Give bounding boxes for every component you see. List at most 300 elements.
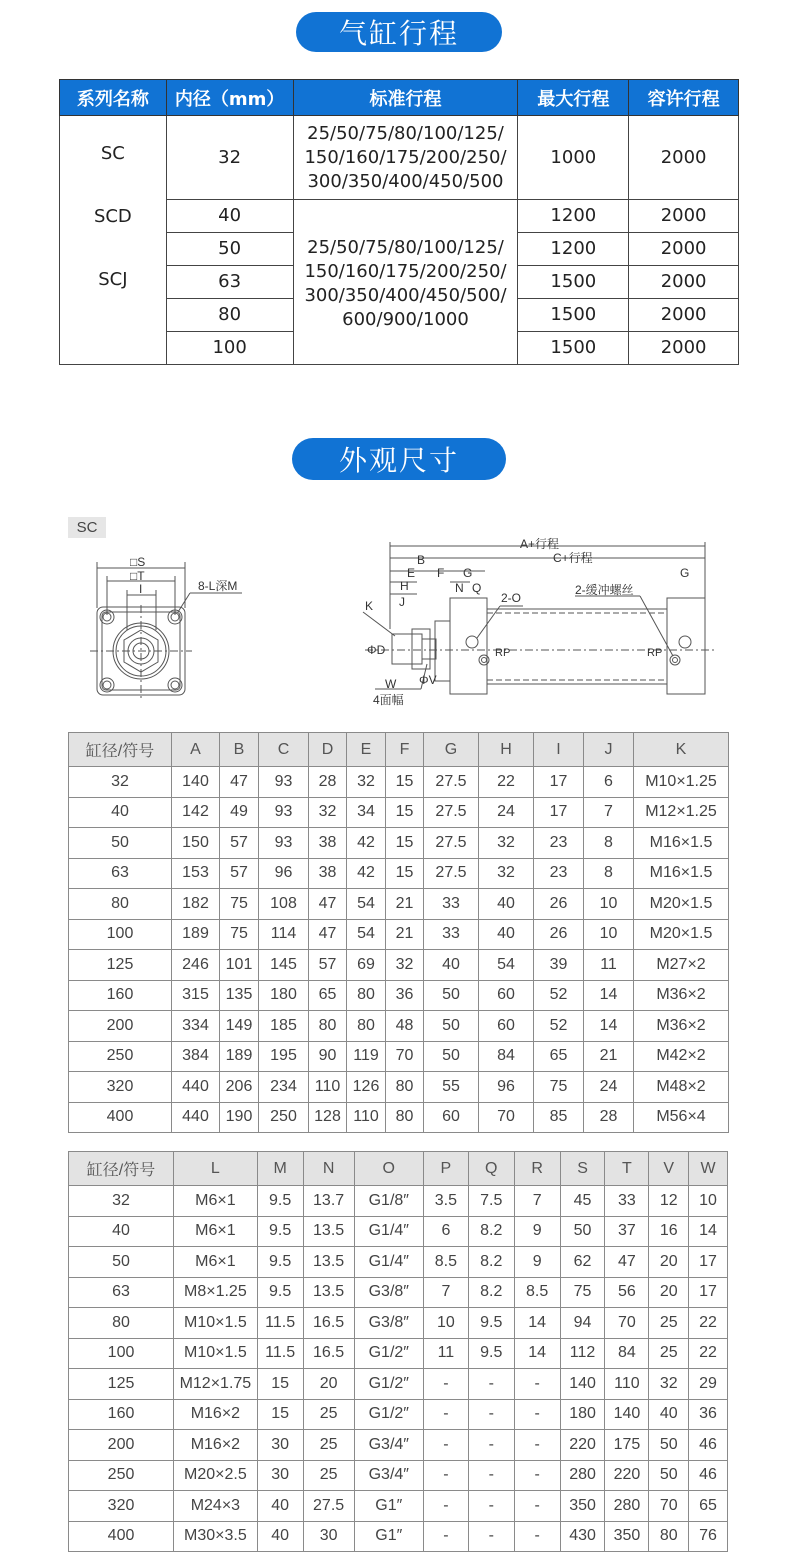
table-row [60,116,739,200]
value-cell: 80 [386,1072,424,1103]
value-cell: 9.5 [257,1216,303,1247]
value-cell: 15 [386,828,424,859]
value-cell: 14 [689,1216,728,1247]
value-cell: 27.5 [303,1491,354,1522]
value-cell: M10×1.5 [174,1338,258,1369]
bore-cell: 320 [69,1491,174,1522]
bore-cell: 100 [69,919,172,950]
value-cell: - [514,1399,560,1430]
value-cell: 70 [386,1041,424,1072]
label-k: K [365,599,374,613]
value-cell: 50 [649,1460,689,1491]
value-cell: 75 [220,919,259,950]
value-cell: M56×4 [634,1102,729,1133]
column-header: N [303,1152,354,1186]
value-cell: M12×1.75 [174,1369,258,1400]
value-cell: 32 [649,1369,689,1400]
value-cell: 36 [689,1399,728,1430]
value-cell: 15 [386,858,424,889]
value-cell: 189 [172,919,220,950]
value-cell: 8 [584,828,634,859]
bore-cell: 63 [69,858,172,889]
label-cushion-screw: 2-缓冲螺丝 [575,583,634,597]
value-cell: 54 [347,919,386,950]
table-row [69,950,729,981]
value-cell: 14 [584,980,634,1011]
label-w-note: 4面幅 [373,693,404,707]
value-cell: 20 [649,1247,689,1278]
value-cell: 62 [560,1247,605,1278]
value-cell: 57 [220,828,259,859]
value-cell: 350 [560,1491,605,1522]
value-cell: 220 [560,1430,605,1461]
table-row [69,1041,729,1072]
value-cell: 14 [514,1338,560,1369]
bore-cell: 200 [69,1430,174,1461]
value-cell: 315 [172,980,220,1011]
table-row [69,797,729,828]
value-cell: 220 [605,1460,649,1491]
value-cell: 8.5 [514,1277,560,1308]
value-cell: 40 [424,950,479,981]
table-row [69,1011,729,1042]
value-cell: 26 [534,889,584,920]
stroke-line: 300/350/400/450/500/ [304,285,507,306]
value-cell: 47 [220,767,259,798]
column-header: L [174,1152,258,1186]
value-cell: 50 [560,1216,605,1247]
value-cell: 75 [220,889,259,920]
bore-cell: 50 [69,1247,174,1278]
value-cell: 140 [560,1369,605,1400]
value-cell: G1/2″ [354,1369,423,1400]
value-cell: 234 [259,1072,309,1103]
table-row [69,1491,728,1522]
stroke-table [59,79,739,365]
value-cell: 32 [386,950,424,981]
value-cell: G3/4″ [354,1460,423,1491]
value-cell: 48 [386,1011,424,1042]
value-cell: 430 [560,1521,605,1552]
value-cell: 33 [424,919,479,950]
table-row [69,828,729,859]
value-cell: 54 [347,889,386,920]
bore-cell: 320 [69,1072,172,1103]
column-header: 缸径/符号 [69,733,172,767]
value-cell: 23 [534,828,584,859]
table-row [69,1186,728,1217]
bore-cell: 40 [69,1216,174,1247]
value-cell: 101 [220,950,259,981]
stroke-line: 25/50/75/80/100/125/ [307,237,504,258]
value-cell: 85 [534,1102,584,1133]
label-h: H [400,579,409,593]
stroke-line: 150/160/175/200/250/ [304,146,507,168]
table-row [69,1430,728,1461]
header-standard-stroke: 标准行程 [293,80,518,116]
value-cell: 21 [386,889,424,920]
value-cell: 30 [257,1460,303,1491]
value-cell: 50 [424,1041,479,1072]
value-cell: - [514,1521,560,1552]
column-header: J [584,733,634,767]
value-cell: 32 [309,797,347,828]
value-cell: 94 [560,1308,605,1339]
value-cell: M16×1.5 [634,858,729,889]
value-cell: 14 [514,1308,560,1339]
value-cell: 10 [689,1186,728,1217]
bore-cell: 32 [69,1186,174,1217]
value-cell: 25 [303,1460,354,1491]
value-cell: 206 [220,1072,259,1103]
column-header: Q [468,1152,514,1186]
value-cell: 14 [584,1011,634,1042]
value-cell: 40 [257,1521,303,1552]
value-cell: M36×2 [634,980,729,1011]
dimension-table-l-to-w [68,1151,728,1552]
value-cell: 25 [649,1308,689,1339]
value-cell: - [514,1430,560,1461]
value-cell: - [468,1430,514,1461]
value-cell: 38 [309,858,347,889]
label-g-right: G [680,566,690,580]
value-cell: 8.2 [468,1277,514,1308]
value-cell: 7 [514,1186,560,1217]
bore-cell: 80 [69,889,172,920]
max-stroke-cell: 1500 [518,299,629,332]
table-row [69,919,729,950]
value-cell: 334 [172,1011,220,1042]
value-cell: 280 [605,1491,649,1522]
value-cell: 16.5 [303,1308,354,1339]
value-cell: - [514,1369,560,1400]
allowable-stroke-cell: 2000 [629,332,739,365]
value-cell: 40 [257,1491,303,1522]
value-cell: 38 [309,828,347,859]
value-cell: 80 [386,1102,424,1133]
value-cell: 110 [347,1102,386,1133]
value-cell: 7 [423,1277,468,1308]
stroke-line: 25/50/75/80/100/125/ [307,122,504,144]
table-row [69,1102,729,1133]
value-cell: 75 [560,1277,605,1308]
table-row [69,1308,728,1339]
value-cell: 52 [534,1011,584,1042]
value-cell: G1/2″ [354,1399,423,1430]
stroke-line: 600/900/1000 [342,309,469,330]
value-cell: 57 [220,858,259,889]
bore-cell: 250 [69,1041,172,1072]
value-cell: 50 [424,1011,479,1042]
value-cell: 7 [584,797,634,828]
value-cell: 24 [584,1072,634,1103]
value-cell: 50 [649,1430,689,1461]
front-view-drawing [90,550,260,700]
stroke-line: 150/160/175/200/250/ [304,261,507,282]
value-cell: - [468,1460,514,1491]
value-cell: 25 [303,1430,354,1461]
column-header: G [424,733,479,767]
label-i: I [139,582,143,596]
label-e: E [407,566,416,580]
value-cell: 65 [689,1491,728,1522]
max-stroke-cell: 1200 [518,233,629,266]
value-cell: 112 [560,1338,605,1369]
value-cell: 56 [605,1277,649,1308]
value-cell: 40 [479,889,534,920]
value-cell: 80 [347,980,386,1011]
value-cell: G3/8″ [354,1277,423,1308]
header-bore: 内径（mm） [166,80,293,116]
value-cell: 93 [259,797,309,828]
value-cell: - [514,1491,560,1522]
header-series: 系列名称 [60,80,167,116]
value-cell: 47 [309,889,347,920]
value-cell: 36 [386,980,424,1011]
value-cell: 40 [479,919,534,950]
value-cell: 13.5 [303,1216,354,1247]
value-cell: - [468,1369,514,1400]
value-cell: 42 [347,858,386,889]
value-cell: 16.5 [303,1338,354,1369]
value-cell: 189 [220,1041,259,1072]
column-header: P [423,1152,468,1186]
bore-cell: 100 [166,332,293,365]
value-cell: M20×1.5 [634,919,729,950]
value-cell: - [423,1369,468,1400]
value-cell: 182 [172,889,220,920]
value-cell: M10×1.5 [174,1308,258,1339]
value-cell: 440 [172,1072,220,1103]
value-cell: M16×2 [174,1430,258,1461]
value-cell: M24×3 [174,1491,258,1522]
value-cell: - [423,1399,468,1430]
label-rp-left: RP [495,647,511,659]
header-max-stroke: 最大行程 [518,80,629,116]
table-row [69,767,729,798]
value-cell: G1/4″ [354,1247,423,1278]
value-cell: 110 [605,1369,649,1400]
value-cell: 25 [649,1338,689,1369]
value-cell: - [468,1491,514,1522]
column-header: A [172,733,220,767]
value-cell: 9.5 [257,1186,303,1217]
value-cell: 39 [534,950,584,981]
standard-stroke-cell [293,116,518,200]
side-view-drawing [355,534,720,710]
allowable-stroke-cell: 2000 [629,116,739,200]
value-cell: 27.5 [424,797,479,828]
value-cell: 11 [423,1338,468,1369]
value-cell: 28 [309,767,347,798]
bore-cell: 160 [69,1399,174,1430]
value-cell: 23 [534,858,584,889]
value-cell: 42 [347,828,386,859]
bore-cell: 63 [166,266,293,299]
table-header-row [69,1152,728,1186]
bore-cell: 40 [69,797,172,828]
bore-cell: 400 [69,1102,172,1133]
value-cell: M20×2.5 [174,1460,258,1491]
value-cell: 440 [172,1102,220,1133]
value-cell: 6 [584,767,634,798]
value-cell: M6×1 [174,1216,258,1247]
value-cell: 150 [172,828,220,859]
label-f: F [437,566,445,580]
label-o: 2-O [501,591,522,605]
value-cell: 180 [259,980,309,1011]
value-cell: 52 [534,980,584,1011]
value-cell: 46 [689,1460,728,1491]
value-cell: 65 [309,980,347,1011]
value-cell: 140 [605,1399,649,1430]
value-cell: 15 [386,797,424,828]
value-cell: 21 [584,1041,634,1072]
value-cell: 45 [560,1186,605,1217]
value-cell: 15 [257,1399,303,1430]
table-row [69,1369,728,1400]
value-cell: 24 [479,797,534,828]
value-cell: 28 [584,1102,634,1133]
value-cell: 9.5 [468,1338,514,1369]
max-stroke-cell: 1000 [518,116,629,200]
series-sc: SC [100,143,125,164]
value-cell: M10×1.25 [634,767,729,798]
table-row [69,980,729,1011]
value-cell: G3/4″ [354,1430,423,1461]
value-cell: 54 [479,950,534,981]
value-cell: 26 [534,919,584,950]
column-header: R [514,1152,560,1186]
stroke-header-row [60,80,739,116]
label-d: ΦD [367,643,386,657]
allowable-stroke-cell: 2000 [629,233,739,266]
value-cell: 15 [257,1369,303,1400]
value-cell: 70 [605,1308,649,1339]
bore-cell: 400 [69,1521,174,1552]
value-cell: 280 [560,1460,605,1491]
value-cell: 11.5 [257,1308,303,1339]
table-row [69,889,729,920]
label-v: ΦV [419,673,437,687]
column-header: D [309,733,347,767]
label-n: N [455,581,464,595]
allowable-stroke-cell: 2000 [629,200,739,233]
label-a-stroke: A+行程 [520,537,560,551]
value-cell: 135 [220,980,259,1011]
value-cell: - [423,1460,468,1491]
value-cell: 17 [689,1277,728,1308]
value-cell: 145 [259,950,309,981]
value-cell: 93 [259,767,309,798]
value-cell: 60 [479,980,534,1011]
value-cell: - [514,1460,560,1491]
value-cell: 17 [534,797,584,828]
value-cell: M12×1.25 [634,797,729,828]
value-cell: 96 [479,1072,534,1103]
value-cell: 8.2 [468,1247,514,1278]
value-cell: 96 [259,858,309,889]
table-row [69,1338,728,1369]
value-cell: 29 [689,1369,728,1400]
dimension-table-a-to-k [68,732,729,1133]
label-w: W [385,677,397,691]
value-cell: 33 [605,1186,649,1217]
value-cell: 13.5 [303,1247,354,1278]
value-cell: 6 [423,1216,468,1247]
value-cell: 11 [584,950,634,981]
label-j: J [399,595,405,609]
column-header: E [347,733,386,767]
column-header: S [560,1152,605,1186]
bore-cell: 200 [69,1011,172,1042]
value-cell: G1/4″ [354,1216,423,1247]
value-cell: 108 [259,889,309,920]
column-header: V [649,1152,689,1186]
value-cell: 7.5 [468,1186,514,1217]
value-cell: 3.5 [423,1186,468,1217]
value-cell: 149 [220,1011,259,1042]
value-cell: 21 [386,919,424,950]
value-cell: M27×2 [634,950,729,981]
value-cell: 10 [423,1308,468,1339]
value-cell: 128 [309,1102,347,1133]
label-s: □S [130,555,146,569]
value-cell: 49 [220,797,259,828]
value-cell: 37 [605,1216,649,1247]
column-header: K [634,733,729,767]
value-cell: G1/2″ [354,1338,423,1369]
value-cell: 80 [649,1521,689,1552]
value-cell: 110 [309,1072,347,1103]
value-cell: 114 [259,919,309,950]
value-cell: 190 [220,1102,259,1133]
value-cell: G3/8″ [354,1308,423,1339]
value-cell: 75 [534,1072,584,1103]
bore-cell: 40 [166,200,293,233]
bore-cell: 100 [69,1338,174,1369]
value-cell: 13.7 [303,1186,354,1217]
value-cell: 15 [386,767,424,798]
max-stroke-cell: 1500 [518,332,629,365]
table-row [69,1247,728,1278]
label-t: □T [130,569,145,583]
value-cell: 10 [584,889,634,920]
value-cell: 33 [424,889,479,920]
table-row [69,1277,728,1308]
value-cell: 8.5 [423,1247,468,1278]
column-header: C [259,733,309,767]
value-cell: 8 [584,858,634,889]
value-cell: 84 [479,1041,534,1072]
value-cell: 84 [605,1338,649,1369]
series-cell [60,116,167,365]
value-cell: M6×1 [174,1247,258,1278]
value-cell: G1″ [354,1491,423,1522]
max-stroke-cell: 1500 [518,266,629,299]
value-cell: 22 [689,1338,728,1369]
value-cell: 180 [560,1399,605,1430]
label-g-left: G [463,566,473,580]
column-header: H [479,733,534,767]
value-cell: 70 [479,1102,534,1133]
value-cell: 250 [259,1102,309,1133]
value-cell: M36×2 [634,1011,729,1042]
bore-cell: 160 [69,980,172,1011]
value-cell: 76 [689,1521,728,1552]
bore-cell: 50 [166,233,293,266]
column-header: O [354,1152,423,1186]
